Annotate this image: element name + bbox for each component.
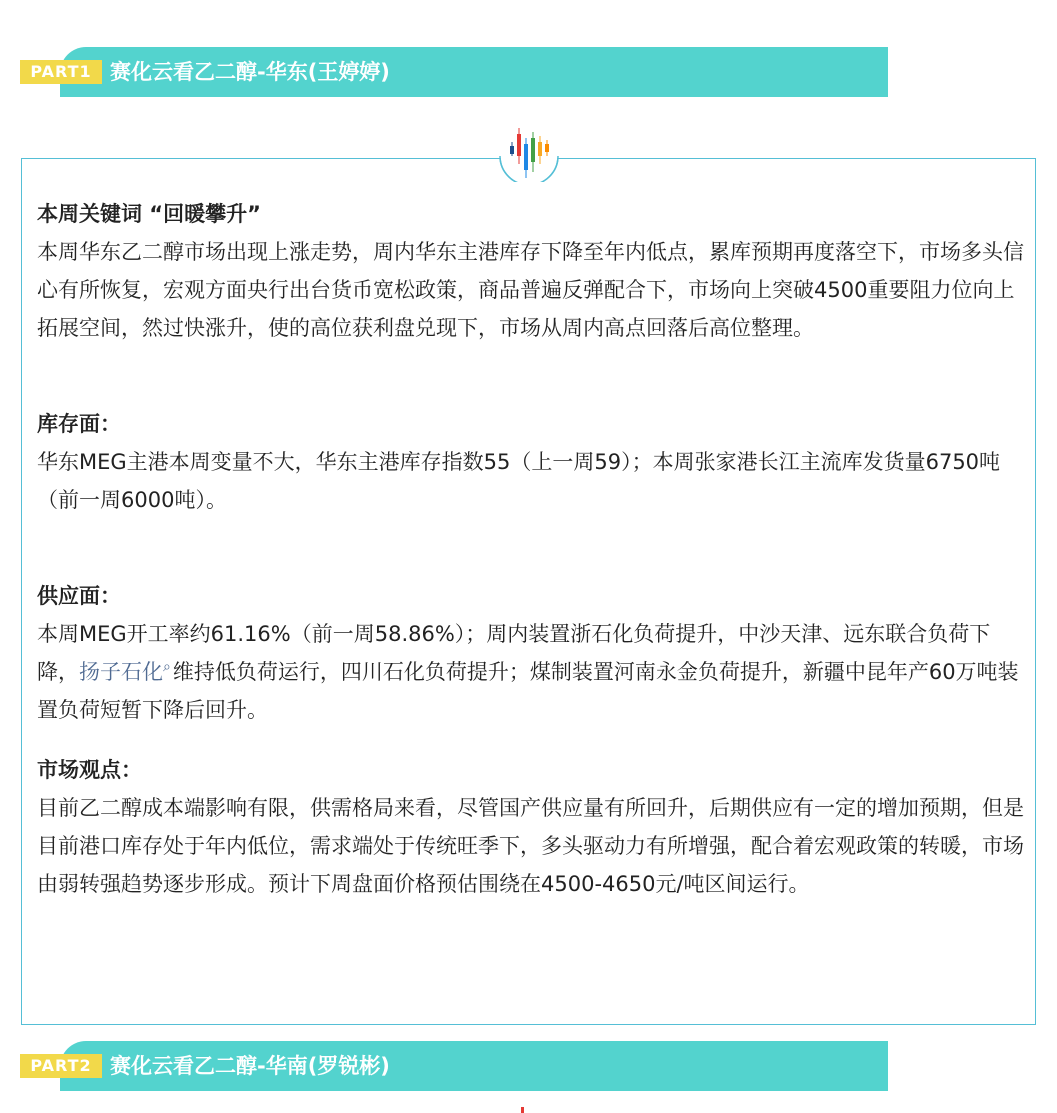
part1-header — [20, 47, 888, 97]
inventory-paragraph: 华东MEG主港本周变量不大，华东主港库存指数55（上一周59）；本周张家港长江主流库发货量6750吨（前一周6000吨）。 — [37, 450, 1001, 512]
supply-text-after: 维持低负荷运行，四川石化负荷提升；煤制装置河南永金负荷提升，新疆中昆年产60万吨装置负荷短暂下降后回升。 — [37, 660, 1019, 722]
supply-paragraph — [37, 615, 1027, 729]
article-content — [37, 195, 1027, 903]
next-logo-fragment — [521, 1107, 524, 1113]
inventory-heading: 库存面： — [37, 412, 121, 436]
market-view-paragraph: 目前乙二醇成本端影响有限，供需格局来看，尽管国产供应量有所回升，后期供应有一定的增加预期，但是目前港口库存处于年内低位，需求端处于传统旺季下，多头驱动力有所增强，配合着宏观政策的转暖，市场由弱转强趋势逐步形成。预计下周盘面价格预估围绕在4500-4650元/吨区间运行。 — [37, 796, 1024, 896]
search-icon[interactable]: ⌕ — [163, 659, 171, 675]
candlestick-logo-icon — [498, 120, 560, 182]
supply-text-before: 本周MEG开工率约61.16%（前一周58.86%）；周内装置浙石化负荷提升，中沙天津、远东联合负荷下降， — [37, 622, 991, 684]
part2-title: 赛化云看乙二醇-华南(罗锐彬) — [110, 1054, 390, 1078]
weekly-keyword: 本周关键词 “回暖攀升” — [37, 202, 261, 226]
supply-heading: 供应面： — [37, 584, 121, 608]
market-view-heading: 市场观点： — [37, 758, 142, 782]
part2-badge: PART2 — [20, 1054, 102, 1078]
part1-title: 赛化云看乙二醇-华东(王婷婷) — [110, 60, 390, 84]
yangzi-petrochemical-link[interactable]: 扬子石化 — [79, 660, 163, 684]
intro-paragraph: 本周华东乙二醇市场出现上涨走势，周内华东主港库存下降至年内低点，累库预期再度落空下，市场多头信心有所恢复，宏观方面央行出台货币宽松政策，商品普遍反弹配合下，市场向上突破4500重要阻力位向上拓展空间，然过快涨升，使的高位获利盘兑现下，市场从周内高点回落后高位整理。 — [37, 240, 1024, 340]
part2-header — [20, 1041, 888, 1091]
part1-badge: PART1 — [20, 60, 102, 84]
